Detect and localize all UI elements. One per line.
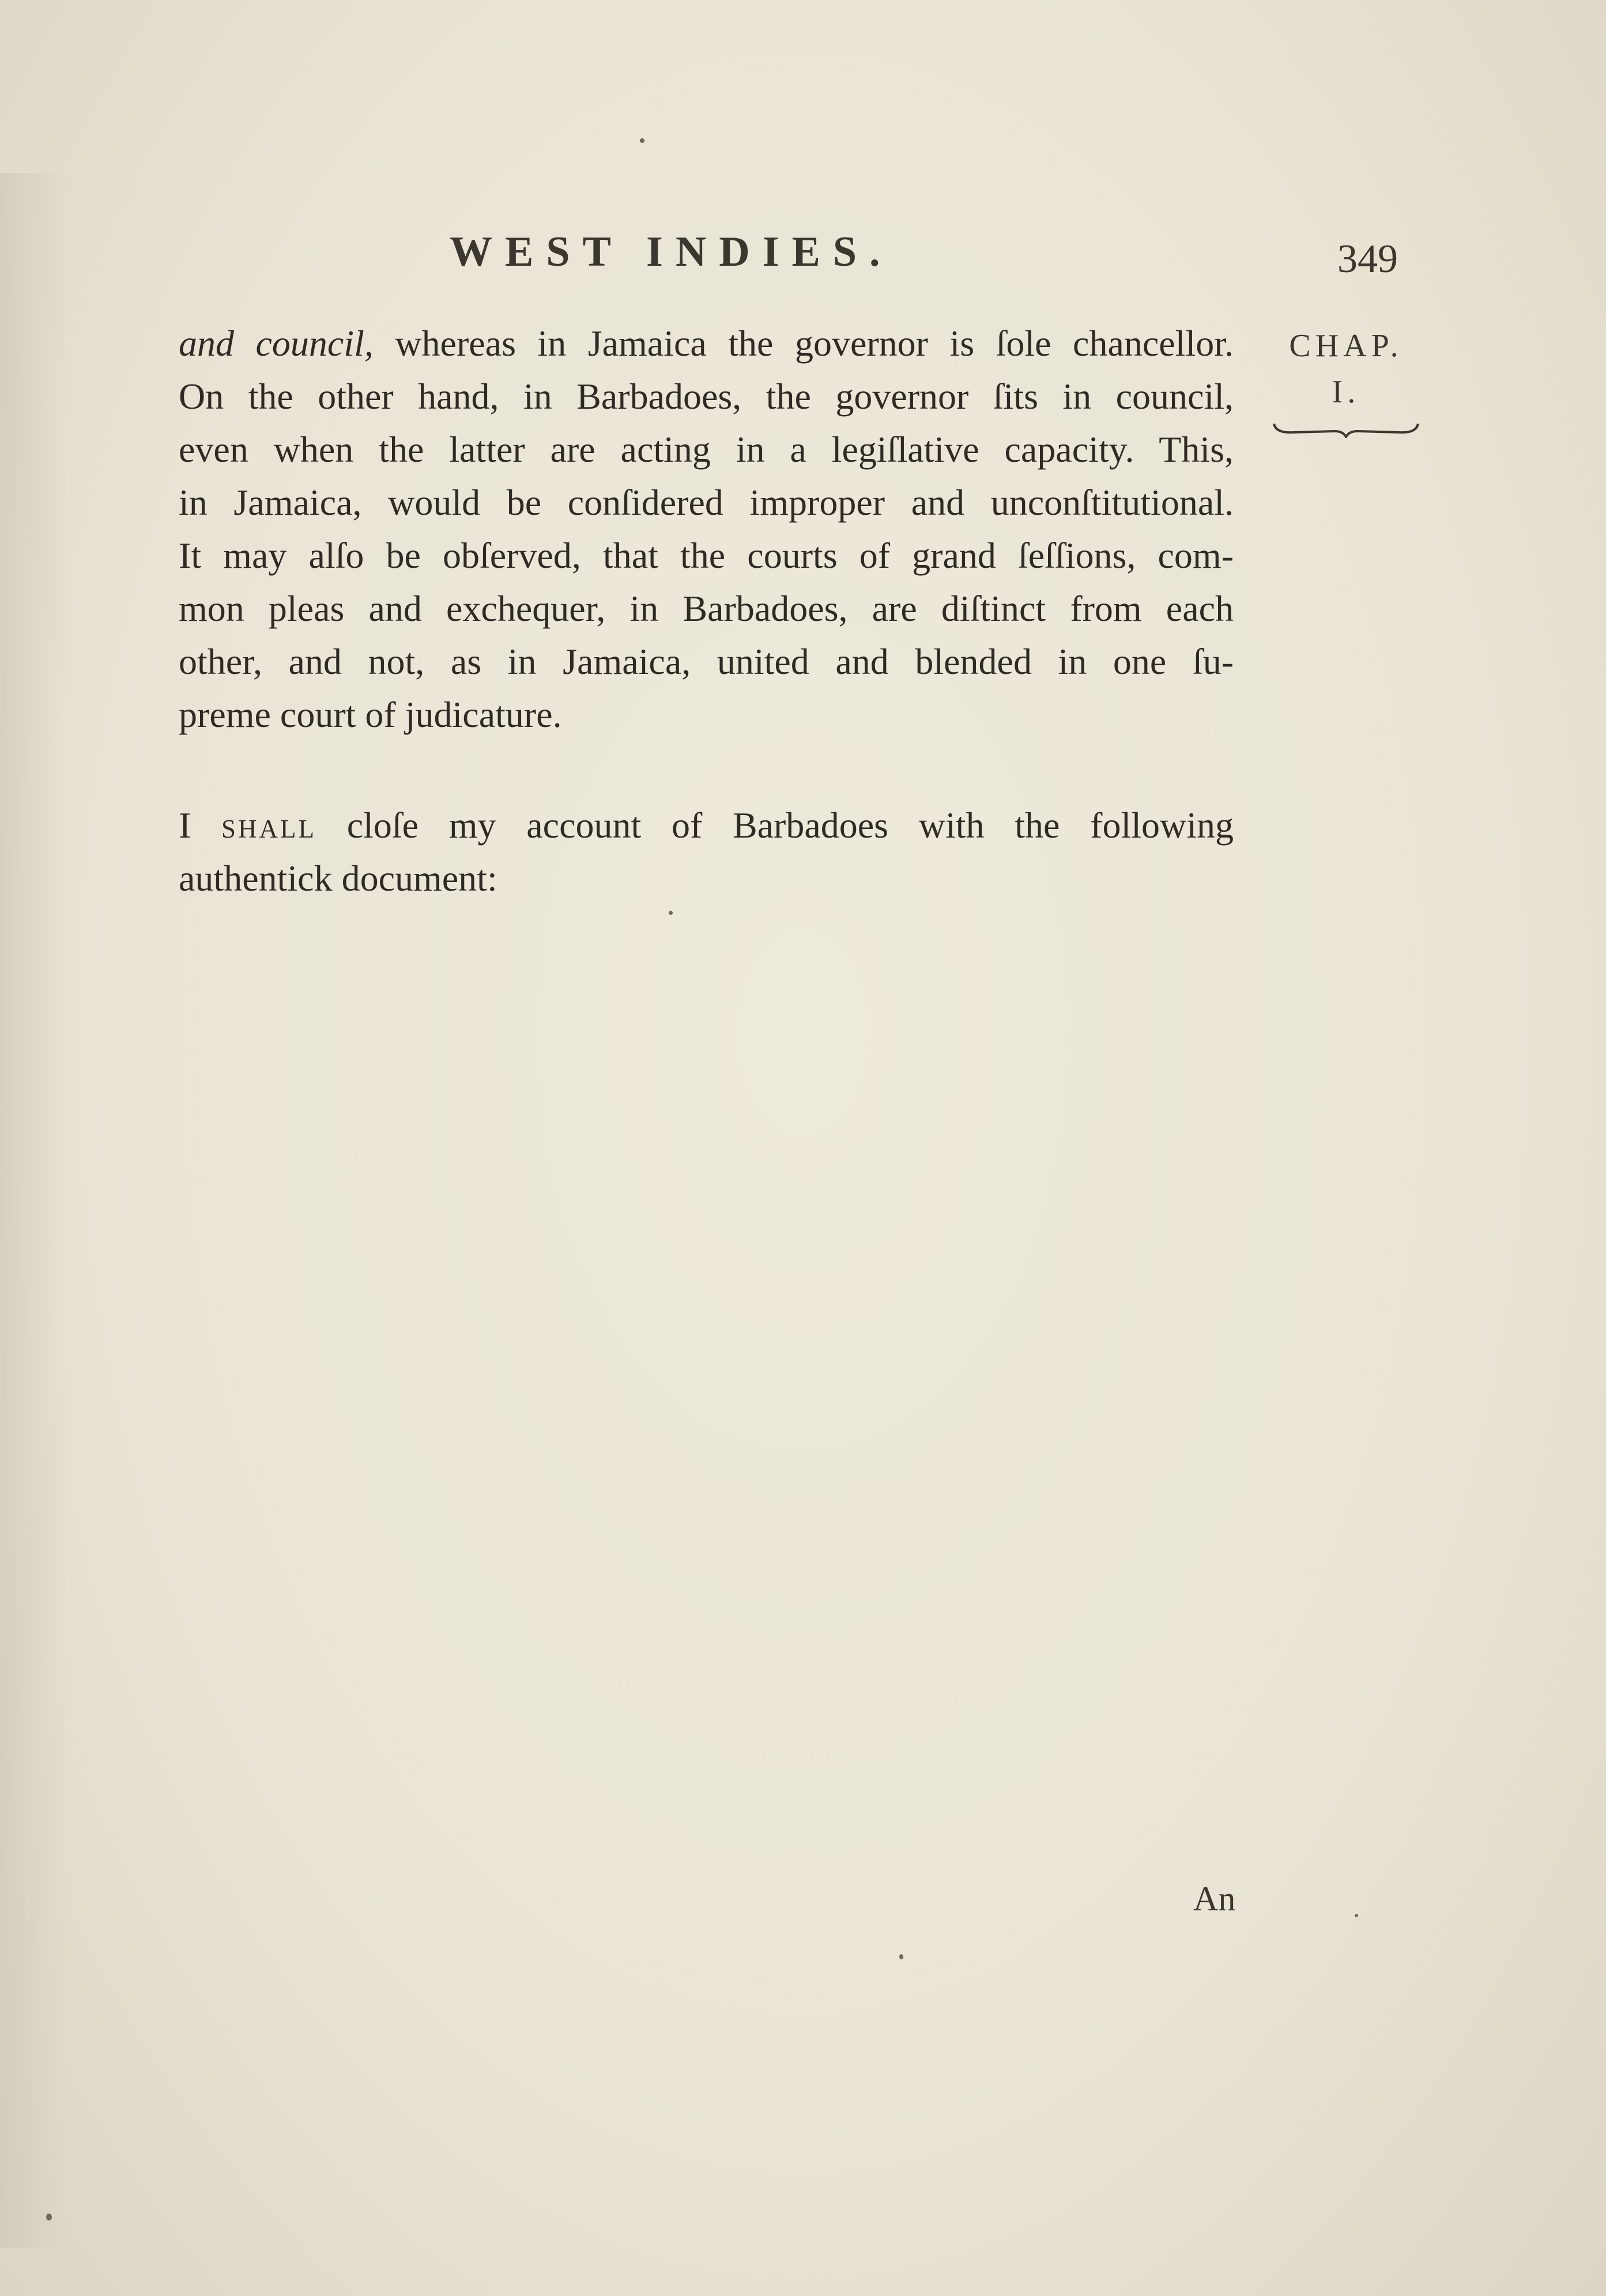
chapter-number: I.	[1332, 374, 1360, 410]
paper-speck	[640, 138, 644, 143]
line-text: cloſe my account of Barbadoes with the following	[316, 805, 1234, 846]
text-line: It may alſo be obſerved, that the courts of grand ſeſſions, com-	[179, 535, 1234, 576]
text-line: On the other hand, in Barbadoes, the governor ſits in council,	[179, 376, 1234, 417]
text-line: mon pleas and exchequer, in Barbadoes, are diſtinct from each	[179, 588, 1234, 629]
text-line	[179, 317, 1234, 370]
paper-speck	[669, 911, 673, 915]
italic-phrase: and council,	[179, 323, 374, 364]
body-text	[179, 317, 1234, 905]
paper-speck	[1355, 1914, 1358, 1917]
chapter-margin-note	[1265, 323, 1427, 438]
line-text: whereas in Jamaica the governor is ſole chancellor.	[373, 323, 1234, 364]
paragraph-1	[179, 317, 1234, 741]
paper-speck	[899, 1954, 903, 1959]
text-line: other, and not, as in Jamaica, united and blended in one ſu-	[179, 641, 1234, 682]
page-number: 349	[1337, 237, 1398, 281]
brace-ornament-icon	[1271, 421, 1421, 438]
catchword: An	[1193, 1880, 1236, 1918]
show-through-shadow	[0, 173, 69, 2248]
line-start: I	[179, 805, 222, 846]
text-line: preme court of judicature.	[179, 694, 562, 735]
paper-speck	[46, 2214, 52, 2220]
text-line: in Jamaica, would be conſidered improper and unconſtitutional.	[179, 482, 1234, 523]
text-line: authentick document:	[179, 858, 497, 899]
running-head: WEST INDIES.	[450, 228, 893, 276]
text-line: even when the latter are acting in a legiſlative capacity. This,	[179, 429, 1234, 470]
paragraph-2	[179, 799, 1234, 905]
small-caps-word: shall	[221, 805, 317, 846]
text-line	[179, 799, 1234, 852]
chapter-label: CHAP.	[1289, 328, 1403, 364]
